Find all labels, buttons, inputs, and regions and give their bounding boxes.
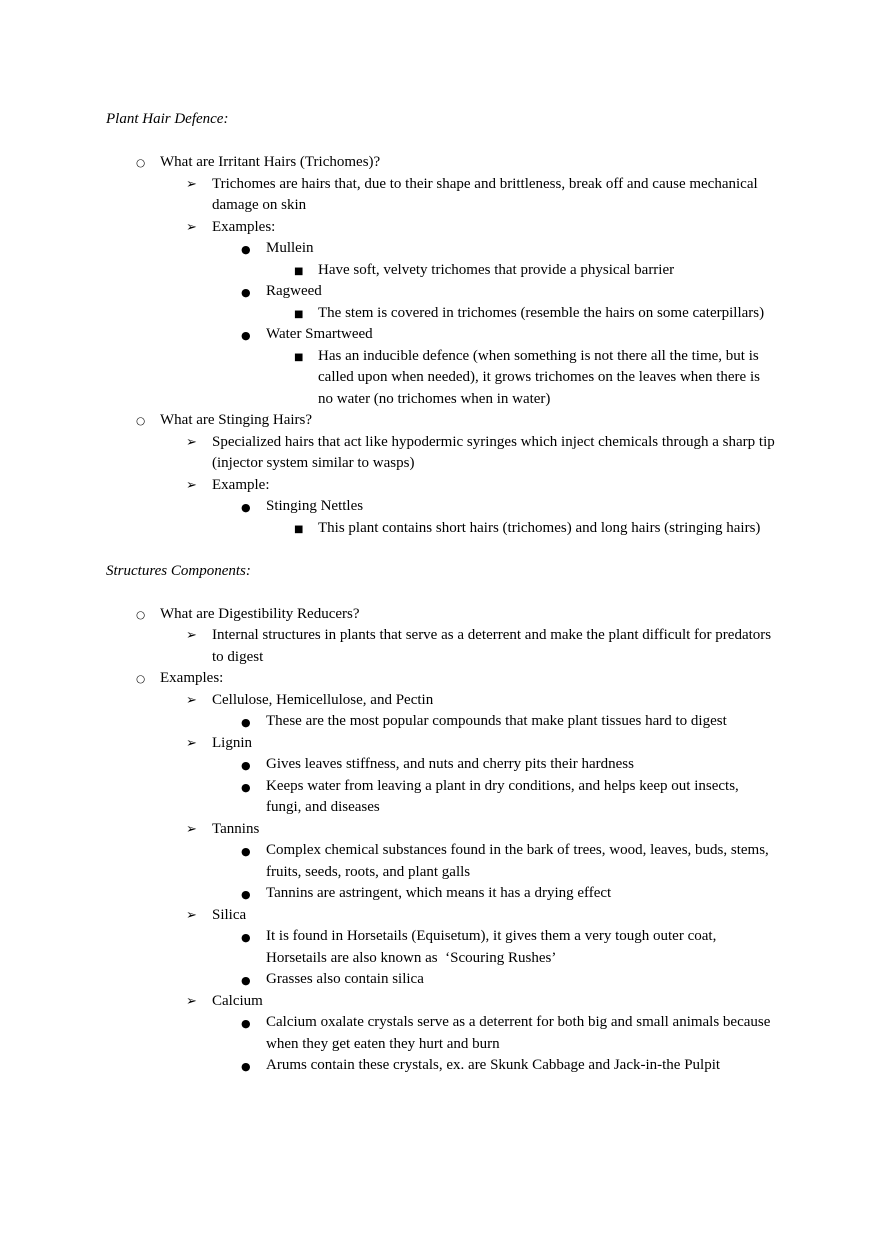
disc-bullet-icon: ● [241,716,251,729]
list-item [106,1055,776,1077]
list-item [106,819,776,841]
list-item-text: Lignin [212,734,252,751]
list-item [106,625,776,668]
disc-bullet-icon: ● [241,243,251,256]
arrow-bullet-icon: ➢ [186,628,197,643]
list-item [106,410,776,432]
arrow-bullet-icon: ➢ [186,176,197,192]
list-item-text: Examples: [212,218,276,235]
list-item-text: Stinging Nettles [266,498,364,514]
list-item [106,152,776,174]
disc-bullet-icon: ● [241,888,251,901]
list-item-text: Has an inducible defence (when something is not there all the time, but is called upon when needed), it grows trichomes on the leaves when there is no water (no trichomes when in water) [318,347,764,407]
disc-bullet-icon: ● [241,501,251,514]
list-item-text: Ragweed [266,283,322,299]
list-item [106,905,776,927]
square-bullet-icon: ■ [294,351,304,363]
list-item [106,238,776,260]
list-item [106,518,776,540]
disc-bullet-icon: ● [241,845,251,858]
list-item [106,260,776,282]
list-item-text: Keeps water from leaving a plant in dry conditions, and helps keep out insects, fungi, and diseases [266,777,743,815]
list-item [106,432,779,475]
list-item-text: It is found in Horsetails (Equisetum), it gives them a very tough outer coat, Horsetails are also known as ‘Scouring Rushes’ [266,928,721,966]
list-item-text: What are Digestibility Reducers? [160,605,360,622]
list-item [106,604,776,626]
blank-line [106,539,776,561]
list-item-text: Silica [212,906,247,923]
list-item-text: Specialized hairs that act like hypodermic syringes which inject chemicals through a sharp tip (injector system similar to wasps) [212,433,779,471]
list-item-text: Cellulose, Hemicellulose, and Pectin [212,691,434,708]
arrow-bullet-icon: ➢ [186,692,197,708]
square-bullet-icon: ■ [294,265,304,277]
circle-bullet-icon: ○ [136,157,146,169]
section-heading: Plant Hair Defence: [106,111,229,127]
list-item [106,303,776,325]
arrow-bullet-icon: ➢ [186,993,197,1009]
list-item [106,991,776,1013]
list-item [106,969,776,991]
document-content [106,109,779,1077]
list-item [106,324,776,346]
arrow-bullet-icon: ➢ [186,477,197,493]
list-item [106,840,776,883]
list-item-text: This plant contains short hairs (trichomes) and long hairs (stringing hairs) [318,519,761,536]
arrow-bullet-icon: ➢ [186,434,197,450]
disc-bullet-icon: ● [241,286,251,299]
blank-line [106,131,776,153]
list-item-text: Tannins are astringent, which means it has a drying effect [266,885,612,901]
list-item [106,733,776,755]
list-item [106,217,776,239]
list-item-text: The stem is covered in trichomes (resemble the hairs on some caterpillars) [318,304,765,321]
list-item [106,754,776,776]
arrow-bullet-icon: ➢ [186,821,197,837]
list-item-text: Arums contain these crystals, ex. are Skunk Cabbage and Jack-in-the Pulpit [266,1057,721,1073]
list-item-text: Mullein [266,240,314,256]
list-item-text: Examples: [160,670,224,686]
disc-bullet-icon: ● [241,329,251,342]
list-item-text: Water Smartweed [266,326,373,342]
list-item [106,174,776,217]
list-item-text: Calcium [212,992,263,1009]
list-item-text: What are Stinging Hairs? [160,412,313,428]
arrow-bullet-icon: ➢ [186,735,197,751]
list-item [106,883,776,905]
square-bullet-icon: ■ [294,308,304,320]
list-item [106,1012,776,1055]
section-heading: Structures Components: [106,562,251,579]
arrow-bullet-icon: ➢ [186,907,197,923]
disc-bullet-icon: ● [241,931,251,944]
list-item [106,926,776,969]
list-item [106,281,776,303]
list-item [106,776,776,819]
list-item-text: These are the most popular compounds that make plant tissues hard to digest [266,713,727,729]
circle-bullet-icon: ○ [136,608,146,621]
list-item-text: Trichomes are hairs that, due to their shape and brittleness, break off and cause mechanical damage on skin [212,175,762,213]
circle-bullet-icon: ○ [136,415,146,427]
list-item [106,668,776,690]
list-item-text: Tannins [212,820,260,837]
list-item-text: What are Irritant Hairs (Trichomes)? [160,154,381,170]
disc-bullet-icon: ● [241,780,251,794]
disc-bullet-icon: ● [241,974,251,987]
blank-line [106,582,776,604]
list-item [106,346,776,411]
list-item-text: Complex chemical substances found in the bark of trees, wood, leaves, buds, stems, fruits, seeds, roots, and plant galls [266,842,773,880]
disc-bullet-icon: ● [241,1060,251,1073]
list-item [106,690,776,712]
disc-bullet-icon: ● [241,759,251,772]
arrow-bullet-icon: ➢ [186,219,197,235]
list-item-text: Gives leaves stiffness, and nuts and cherry pits their hardness [266,756,634,772]
circle-bullet-icon: ○ [136,673,146,685]
list-item [106,496,776,518]
list-item-text: Have soft, velvety trichomes that provide a physical barrier [318,261,675,278]
list-item-text: Example: [212,476,270,493]
square-bullet-icon: ■ [294,523,304,535]
list-item-text: Grasses also contain silica [266,971,424,987]
disc-bullet-icon: ● [241,1017,251,1030]
list-item-text: Calcium oxalate crystals serve as a deterrent for both big and small animals because when they get eaten they hurt and burn [266,1014,775,1052]
list-item [106,475,776,497]
list-item-text: Internal structures in plants that serve as a deterrent and make the plant difficult for predators to digest [212,627,775,665]
list-item [106,711,776,733]
